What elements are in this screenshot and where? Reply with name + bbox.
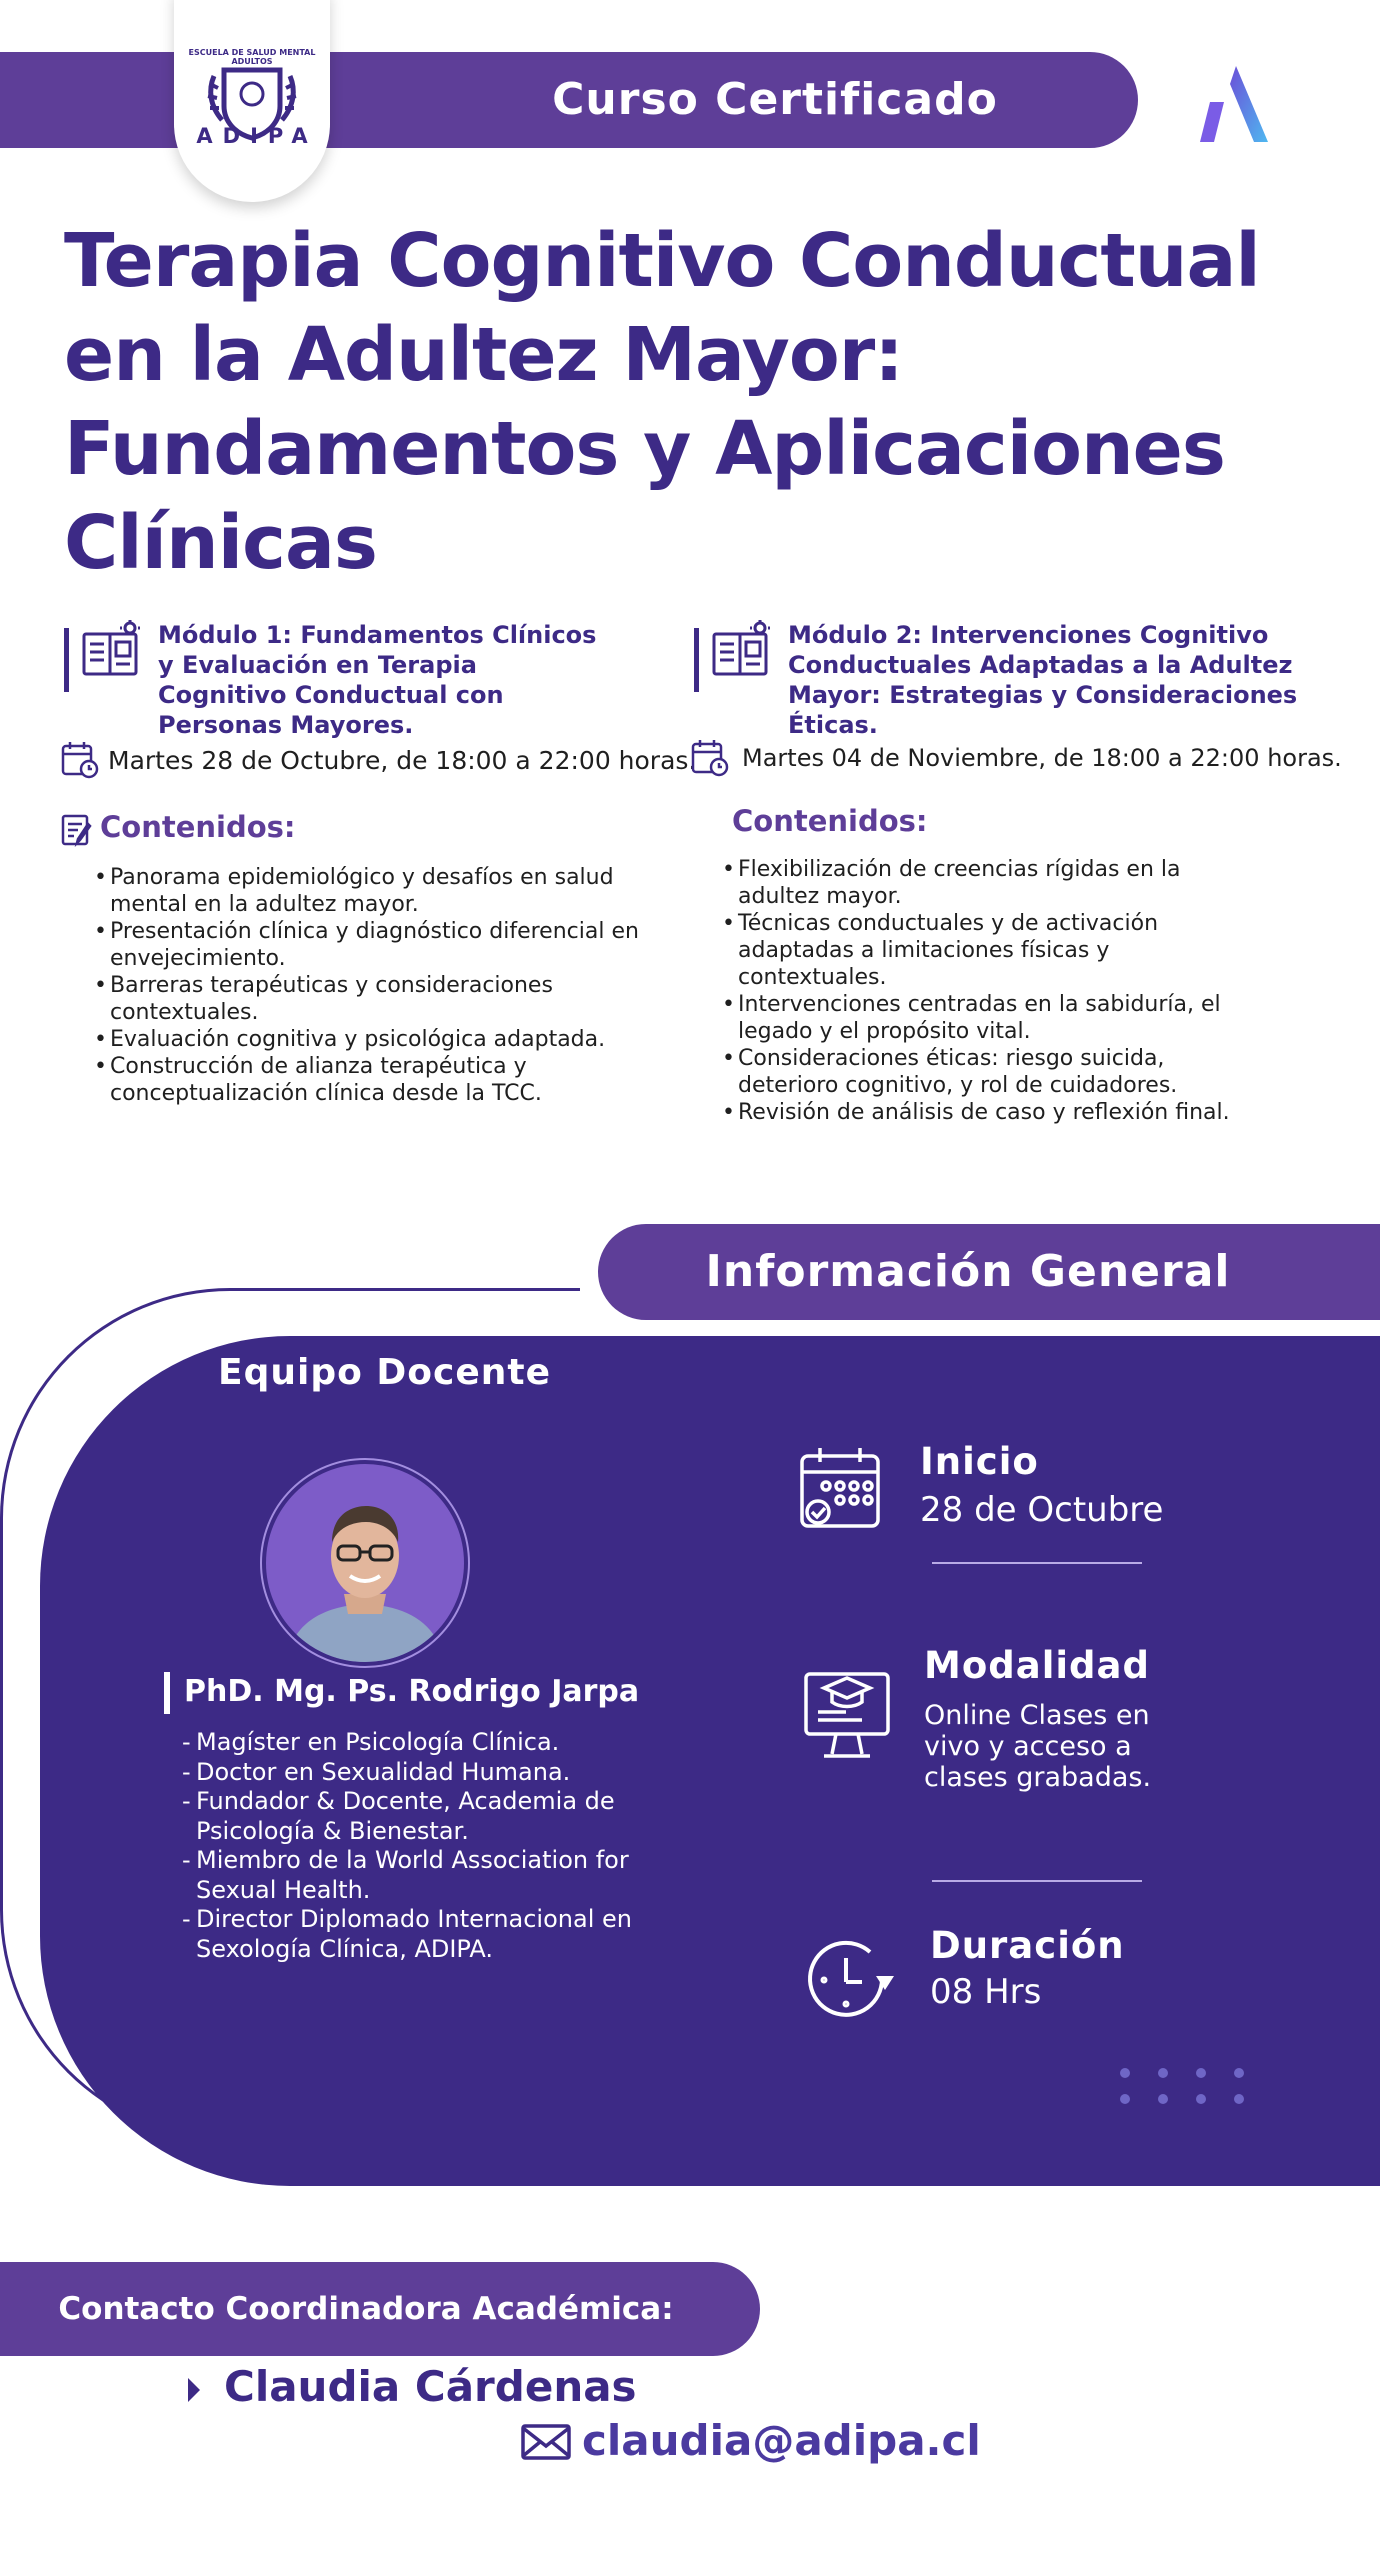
contact-name: Claudia Cárdenas xyxy=(224,2362,637,2411)
book-lightbulb-icon xyxy=(80,620,144,680)
mode-value: Online Clases en vivo y acceso a clases grabadas. xyxy=(924,1700,1152,1793)
module-2-contents-label: Contenidos: xyxy=(732,804,928,838)
list-item: • Presentación clínica y diagnóstico diferencial en envejecimiento. xyxy=(94,918,654,972)
module-accent-bar xyxy=(64,628,69,692)
list-item: • Panorama epidemiológico y desafíos en salud mental en la adultez mayor. xyxy=(94,864,654,918)
contact-band-label: Contacto Coordinadora Académica: xyxy=(58,2291,674,2327)
team-title: Equipo Docente xyxy=(218,1352,551,1393)
list-item: - Fundador & Docente, Academia de Psicología & Bienestar. xyxy=(182,1787,702,1846)
course-title: Terapia Cognitivo Conductual en la Adultez Mayor: Fundamentos y Aplicaciones Clínicas xyxy=(64,218,1260,586)
list-item: - Miembro de la World Association for Sexual Health. xyxy=(182,1846,702,1905)
header-band-label: Curso Certificado xyxy=(552,74,998,125)
list-item: • Construcción de alianza terapéutica y conceptualización clínica desde la TCC. xyxy=(94,1053,654,1107)
divider xyxy=(932,1562,1142,1564)
list-item: • Barreras terapéuticas y consideraciones contextuales. xyxy=(94,972,654,1026)
header-band xyxy=(0,52,1138,148)
calendar-check-icon xyxy=(796,1444,886,1534)
list-item: • Consideraciones éticas: riesgo suicida, deterioro cognitivo, y rol de cuidadores. xyxy=(722,1045,1242,1099)
calendar-clock-icon xyxy=(60,740,100,780)
module-1-contents-list xyxy=(94,864,654,1107)
start-value: 28 de Octubre xyxy=(920,1490,1164,1530)
envelope-icon xyxy=(520,2422,572,2462)
adipa-brand-mark-icon xyxy=(1190,62,1272,146)
info-general-tab xyxy=(598,1224,1380,1320)
duration-label: Duración xyxy=(930,1924,1125,1967)
contact-email-link[interactable]: claudia@adipa.cl xyxy=(582,2416,981,2465)
module-2-date: Martes 04 de Noviembre, de 18:00 a 22:00 horas. xyxy=(742,744,1342,772)
module-2-title: Módulo 2: Intervenciones Cognitivo Conductuales Adaptadas a la Adultez Mayor: Estrategias y Consideraciones Éticas. xyxy=(788,621,1298,739)
teacher-credentials xyxy=(182,1728,702,1964)
list-item: - Doctor en Sexualidad Humana. xyxy=(182,1758,702,1788)
shield-crest-icon xyxy=(174,0,330,202)
list-item: • Técnicas conductuales y de activación adaptadas a limitaciones físicas y contextuales. xyxy=(722,910,1242,991)
mode-label: Modalidad xyxy=(924,1644,1150,1687)
teacher-avatar xyxy=(266,1464,464,1662)
person-portrait-icon xyxy=(266,1464,464,1662)
caret-right-icon xyxy=(188,2378,200,2402)
module-1-title: Módulo 1: Fundamentos Clínicos y Evaluación en Terapia Cognitivo Conductual con Personas Mayores. xyxy=(158,621,597,739)
calendar-clock-icon xyxy=(690,738,730,778)
teacher-accent-bar xyxy=(164,1672,170,1714)
contact-band xyxy=(0,2262,760,2356)
clock-icon xyxy=(806,1934,902,2024)
module-2-contents-list xyxy=(722,856,1242,1126)
module-1-date: Martes 28 de Octubre, de 18:00 a 22:00 horas. xyxy=(108,746,697,775)
logo-wordmark: ADIPA xyxy=(196,124,318,148)
monitor-graduation-icon xyxy=(802,1666,892,1766)
book-lightbulb-icon xyxy=(710,620,774,680)
list-item: • Evaluación cognitiva y psicológica adaptada. xyxy=(94,1026,654,1053)
list-item: - Magíster en Psicología Clínica. xyxy=(182,1728,702,1758)
logo-school-text: ESCUELA DE SALUD MENTAL ADULTOS xyxy=(188,48,316,66)
list-item: • Flexibilización de creencias rígidas en la adultez mayor. xyxy=(722,856,1242,910)
list-item: • Revisión de análisis de caso y reflexión final. xyxy=(722,1099,1242,1126)
info-general-label: Información General xyxy=(705,1246,1231,1297)
list-item: • Intervenciones centradas en la sabiduría, el legado y el propósito vital. xyxy=(722,991,1242,1045)
duration-value: 08 Hrs xyxy=(930,1972,1042,2012)
adipa-logo-badge xyxy=(174,0,330,202)
teacher-name: PhD. Mg. Ps. Rodrigo Jarpa xyxy=(184,1674,640,1709)
module-accent-bar xyxy=(694,628,699,692)
start-label: Inicio xyxy=(920,1440,1039,1483)
divider xyxy=(932,1880,1142,1882)
document-pen-icon xyxy=(60,812,96,848)
module-1-contents-label: Contenidos: xyxy=(100,810,296,844)
list-item: - Director Diplomado Internacional en Sexología Clínica, ADIPA. xyxy=(182,1905,702,1964)
